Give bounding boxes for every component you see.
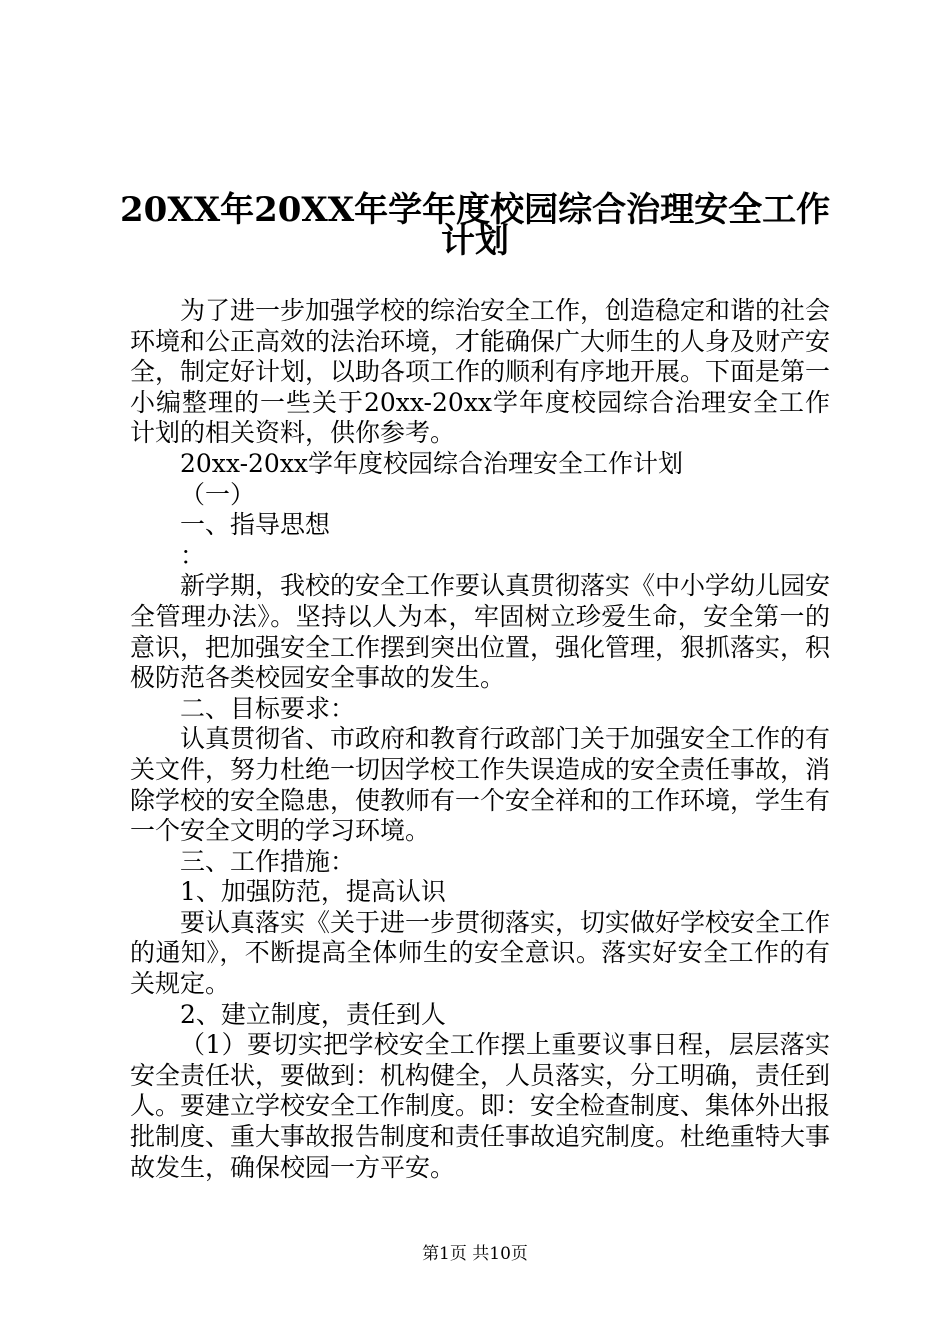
paragraph-measure-2: （1）要切实把学校安全工作摆上重要议事日程，层层落实安全责任状，要做到：机构健全，人员落实，分工明确，责任到人。要建立学校安全工作制度。即：安全检查制度、集体外出报批制度、重大事故报告制度和责任事故追究制度。杜绝重特大事故发生，确保校园一方平安。	[130, 1030, 831, 1182]
document-body	[130, 296, 830, 1183]
paragraph-colon: ：	[180, 540, 206, 570]
heading-measure-2: 2、建立制度，责任到人	[180, 999, 446, 1029]
paragraph-goals: 认真贯彻省、市政府和教育行政部门关于加强安全工作的有关文件，努力杜绝一切因学校工作失误造成的安全责任事故，消除学校的安全隐患，使教师有一个安全祥和的工作环境，学生有一个安全文明的学习环境。	[130, 724, 831, 846]
heading-measure-1: 1、加强防范，提高认识	[180, 877, 446, 907]
paragraph-intro: 为了进一步加强学校的综治安全工作，创造稳定和谐的社会环境和公正高效的法治环境，才能确保广大师生的人身及财产安全，制定好计划，以助各项工作的顺利有序地开展。下面是第一小编整理的一些关于20xx-20xx学年度校园综合治理安全工作计划的相关资料，供你参考。	[130, 296, 831, 448]
heading-goals: 二、目标要求：	[180, 693, 356, 723]
paragraph-guiding-ideas: 新学期，我校的安全工作要认真贯彻落实《中小学幼儿园安全管理办法》。坚持以人为本，牢固树立珍爱生命，安全第一的意识，把加强安全工作摆到突出位置，强化管理，狠抓落实，积极防范各类校园安全事故的发生。	[130, 571, 831, 693]
heading-guiding-ideas: 一、指导思想	[180, 510, 331, 540]
page-footer: 第1页 共10页	[422, 1244, 528, 1264]
paragraph-measure-1: 要认真落实《关于进一步贯彻落实，切实做好学校安全工作的通知》，不断提高全体师生的安全意识。落实好安全工作的有关规定。	[130, 907, 831, 999]
document-title-line-1: 20XX年20XX年学年度校园综合治理安全工作	[120, 190, 831, 230]
heading-measures: 三、工作措施：	[180, 846, 356, 876]
paragraph-subtitle: 20xx-20xx学年度校园综合治理安全工作计划	[180, 448, 684, 478]
document-title-line-2: 计划	[441, 221, 509, 261]
paragraph-section-number: （一）	[180, 479, 256, 509]
